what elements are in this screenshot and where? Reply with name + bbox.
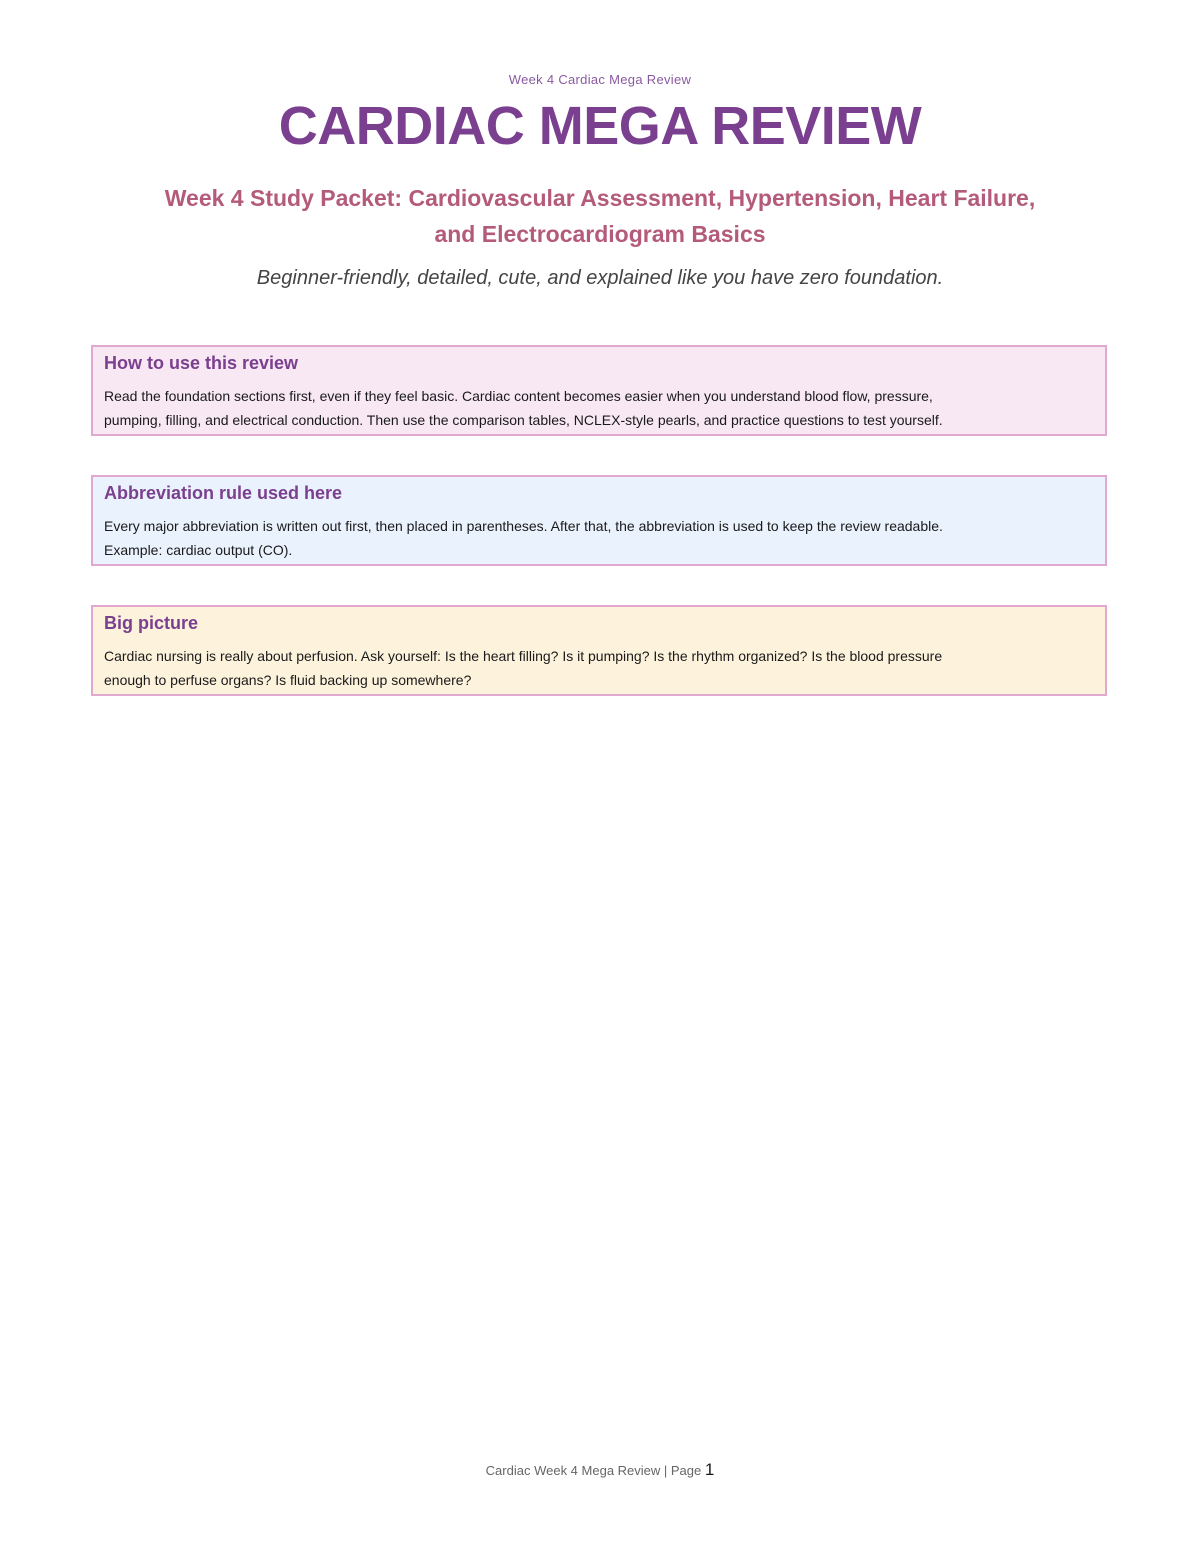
page-title: CARDIAC MEGA REVIEW — [278, 96, 922, 156]
callout-heading: Abbreviation rule used here — [104, 483, 343, 503]
callout-how-to-use — [91, 345, 1107, 436]
callout-abbreviation-rule — [91, 475, 1107, 566]
callout-big-picture — [91, 605, 1107, 696]
callout-body — [104, 644, 1094, 692]
callout-body-line: pumping, filling, and electrical conduction. Then use the comparison tables, NCLEX-style pearls, and practice questions to test yourself. — [104, 412, 943, 428]
callout-body-line: Example: cardiac output (CO). — [104, 542, 293, 558]
page-subtitle — [80, 180, 1120, 252]
page-number: 1 — [704, 1460, 715, 1479]
footer-text: Cardiac Week 4 Mega Review | Page — [485, 1463, 705, 1478]
callout-body — [104, 514, 1094, 562]
page-footer — [0, 1460, 1200, 1480]
subtitle-line-1: Week 4 Study Packet: Cardiovascular Assessment, Hypertension, Heart Failure, — [164, 185, 1036, 211]
subtitle-line-2: and Electrocardiogram Basics — [434, 221, 766, 247]
callout-body — [104, 384, 1094, 432]
tagline: Beginner-friendly, detailed, cute, and explained like you have zero foundation. — [256, 267, 944, 289]
callout-body-line: enough to perfuse organs? Is fluid backing up somewhere? — [104, 672, 472, 688]
callout-body-line: Every major abbreviation is written out first, then placed in parentheses. After that, the abbreviation is used to keep the review readable. — [104, 518, 943, 534]
callout-heading: Big picture — [104, 613, 199, 633]
callout-body-line: Read the foundation sections first, even if they feel basic. Cardiac content becomes easier when you understand blood flow, pressure, — [104, 388, 933, 404]
running-header: Week 4 Cardiac Mega Review — [508, 72, 692, 87]
callout-heading: How to use this review — [104, 353, 299, 373]
callout-body-line: Cardiac nursing is really about perfusion. Ask yourself: Is the heart filling? Is it pumping? Is the rhythm organized? Is the blood pressure — [104, 648, 943, 664]
